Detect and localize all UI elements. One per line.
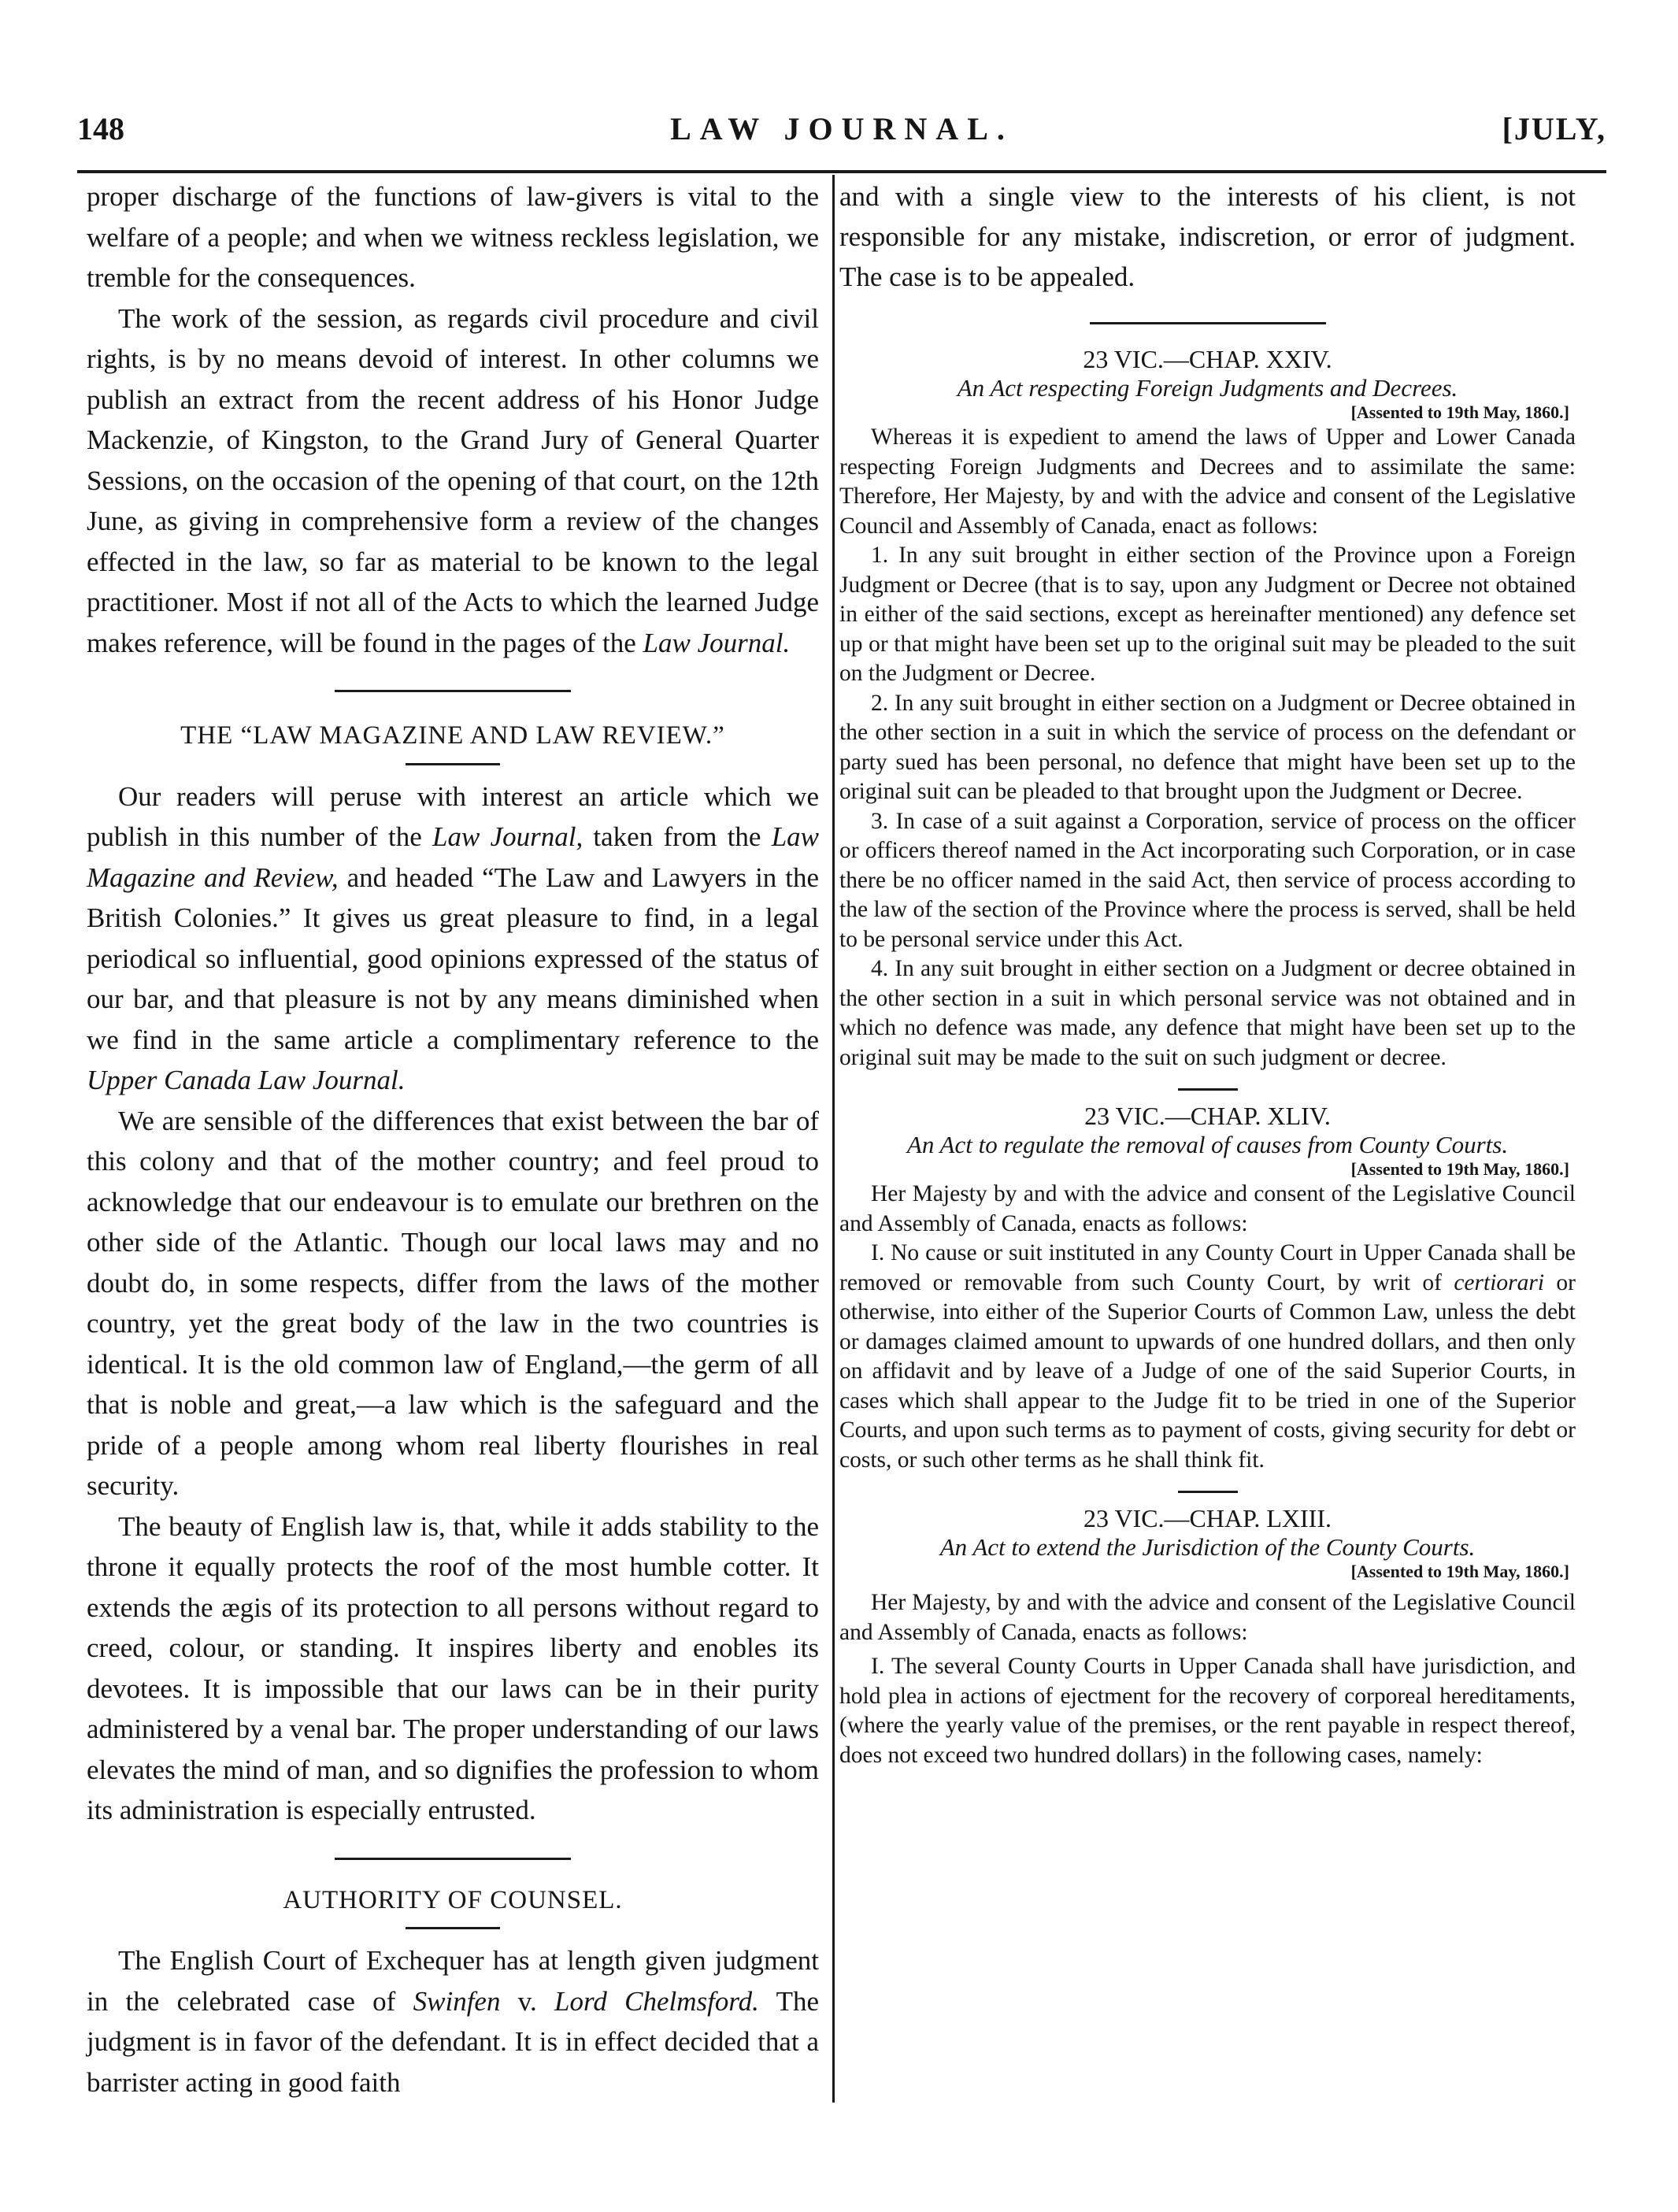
magazine-text: and headed “The Law and Lawyers in the British Colonies.” It gives us great pleasure to find, in a legal periodical so influential, good opinions expressed of the status of our bar, and that pleasure is not by any means diminished when we find in the same article a complimentary reference to the: [87, 861, 819, 1055]
section-separator: [1090, 322, 1326, 324]
counsel-text: The English Court of Exchequer has at length given judgment in the celebrated case of: [87, 1945, 819, 2017]
chapter-24-section-1: 1. In any suit brought in either section of the Province upon a Foreign Judgment or Decree (that is to say, upon any Judgment or Decree not obtained in either of the said sections, except as hereinafter mentioned) any defence set up or that might have been set up to the original suit may be pleaded to the suit on the Judgment or Decree.: [839, 543, 1576, 686]
counsel-text: The judgment is in favor of the defendant. It is in effect decided that a barrister acting in good faith: [87, 1985, 819, 2098]
chapter-24-preamble: Whereas it is expedient to amend the laws of Upper and Lower Canada respecting Foreign Judgments and Decrees and to assimilate the same: Therefore, Her Majesty, by and with the advice and consent of the Legislative Council and Assembly of Canada, enact as follows:: [839, 424, 1576, 539]
law-journal-reference: Law Journal.: [643, 627, 791, 658]
counsel-paragraph: [87, 1940, 819, 2103]
section-text: I. No cause or suit instituted in any County Court in Upper Canada shall be removed or removable from such County Court, by writ of: [839, 1240, 1576, 1295]
heading-underline: [406, 1927, 500, 1929]
session-paragraph: [87, 298, 819, 664]
law-magazine-heading: THE “LAW MAGAZINE AND LAW REVIEW.”: [180, 721, 725, 750]
chapter-63-section-1: I. The several County Courts in Upper Canada shall have jurisdiction, and hold plea in actions of ejectment for the recovery of corporeal hereditaments, (where the yearly value of the premises, or the rent payable in respect thereof, does not exceed two hundred dollars) in the following cases, namely:: [839, 1654, 1576, 1768]
section-separator: [335, 690, 571, 692]
chapter-24-section-3: 3. In case of a suit against a Corporation, service of process on the officer or officers thereof named in the Act incorporating such Corporation, or in case there be no officer named in the said Act, then service of process according to the law of the section of the Province where the process is served, shall be held to be personal service under this Act.: [839, 808, 1576, 952]
chapter-63-preamble: Her Majesty, by and with the advice and consent of the Legislative Council and Assembly of Canada, enacts as follows:: [839, 1590, 1576, 1645]
chapter-44-heading: 23 VIC.—CHAP. XLIV.: [1084, 1102, 1331, 1130]
magazine-paragraph-3: The beauty of English law is, that, while it adds stability to the throne it equally protects the roof of the most humble cotter. It extends the ægis of its protection to all persons without regard to creed, colour, or standing. It inspires liberty and enobles its devotees. It is impossible that our laws can be in their purity administered by a venal bar. The proper understanding of our laws elevates the mind of man, and so dignifies the profession to whom its administration is especially entrusted.: [87, 1510, 819, 1825]
header-rule: [77, 170, 1606, 173]
column-divider: [832, 175, 835, 2103]
continuation-paragraph: and with a single view to the interests of his client, is not responsible for any mistake, indiscretion, or error of judgment. The case is to be appealed.: [839, 181, 1576, 292]
law-magazine-italic: Law Magazine and Review,: [87, 821, 819, 893]
authority-of-counsel-heading: AUTHORITY OF COUNSEL.: [283, 1885, 623, 1914]
heading-underline: [406, 763, 500, 765]
page-header: [77, 110, 1606, 157]
certiorari-italic: certiorari: [1454, 1269, 1545, 1295]
case-name-italic: Swinfen: [413, 1985, 501, 2017]
chapter-24-section-2: 2. In any suit brought in either section on a Judgment or Decree obtained in the other section in a suit in which the service of process on the defendant or party sued has been personal, no defence that might have been set up to the original suit can be pleaded to that brought upon the Judgment or Decree.: [839, 690, 1576, 804]
versus: v.: [500, 1985, 555, 2017]
magazine-text: Our readers will peruse with interest an article which we publish in this number of the: [87, 780, 819, 852]
chapter-24-assent: [Assented to 19th May, 1860.]: [1350, 402, 1569, 422]
section-separator: [1178, 1088, 1238, 1091]
chapter-24-act-title: An Act respecting Foreign Judgments and Decrees.: [957, 374, 1458, 402]
chapter-24-heading: 23 VIC.—CHAP. XXIV.: [1083, 345, 1332, 373]
session-paragraph-text: The work of the session, as regards civil procedure and civil rights, is by no means devoid of interest. In other columns we publish an extract from the recent address of his Honor Judge Mackenzie, of Kingston, to the Grand Jury of General Quarter Sessions, on the occasion of the opening of that court, on the 12th June, as giving in comprehensive form a review of the changes effected in the law, so far as material to be known to the legal practitioner. Most if not all of the Acts to which the learned Judge makes reference, will be found in the pages of the: [87, 302, 819, 658]
journal-title: LAW JOURNAL.: [670, 111, 1013, 146]
section-text: or otherwise, into either of the Superior Courts of Common Law, unless the debt or damages claimed amount to upwards of one hundred dollars, and then only on affidavit and by leave of a Judge of one of the said Superior Courts, in cases which shall appear to the Judge fit to be tried in one of the Superior Courts, and upon such terms as to payment of costs, giving security for debt or costs, or such other terms as he shall think fit.: [839, 1269, 1576, 1473]
chapter-24-section-4: 4. In any suit brought in either section on a Judgment or decree obtained in the other section in a suit in which personal service was not obtained and in which no defence was made, any defence that might have been set up to the original suit may be made to the suit on such judgment or decree.: [839, 956, 1576, 1070]
page-number: 148: [77, 111, 124, 146]
section-separator: [335, 1858, 571, 1860]
chapter-44-preamble: Her Majesty by and with the advice and consent of the Legislative Council and Assembly of Canada, enacts as follows:: [839, 1181, 1576, 1236]
chapter-63-act-title: An Act to extend the Jurisdiction of the County Courts.: [939, 1533, 1476, 1561]
law-journal-italic: Law Journal,: [432, 821, 583, 852]
chapter-44-assent: [Assented to 19th May, 1860.]: [1350, 1159, 1569, 1179]
right-column: [839, 176, 1576, 1770]
upper-canada-law-journal-italic: Upper Canada Law Journal.: [87, 1065, 406, 1095]
chapter-44-act-title: An Act to regulate the removal of causes from County Courts.: [906, 1131, 1509, 1158]
issue-month: [JULY,: [1502, 111, 1606, 146]
section-separator: [1178, 1491, 1238, 1493]
left-column: [87, 176, 819, 2103]
magazine-text: taken from the: [583, 821, 772, 852]
intro-paragraph: proper discharge of the functions of law-givers is vital to the welfare of a people; and when we witness reckless legislation, we tremble for the consequences.: [87, 181, 819, 293]
case-name-italic: Lord Chelmsford.: [554, 1985, 759, 2017]
chapter-63-heading: 23 VIC.—CHAP. LXIII.: [1083, 1504, 1332, 1532]
magazine-paragraph-2: We are sensible of the differences that exist between the bar of this colony and that of the mother country; and feel proud to acknowledge that our endeavour is to emulate our brethren on the other side of the Atlantic. Though our local laws may and no doubt do, in some respects, differ from the laws of the mother country, yet the great body of the law in the two countries is identical. It is the old common law of England,—the germ of all that is noble and great,—a law which is the safeguard and the pride of a people among whom real liberty flourishes in real security.: [87, 1105, 819, 1501]
magazine-paragraph-1: [87, 776, 819, 1101]
chapter-44-section-1: [839, 1239, 1576, 1475]
chapter-63-assent: [Assented to 19th May, 1860.]: [1350, 1562, 1569, 1581]
